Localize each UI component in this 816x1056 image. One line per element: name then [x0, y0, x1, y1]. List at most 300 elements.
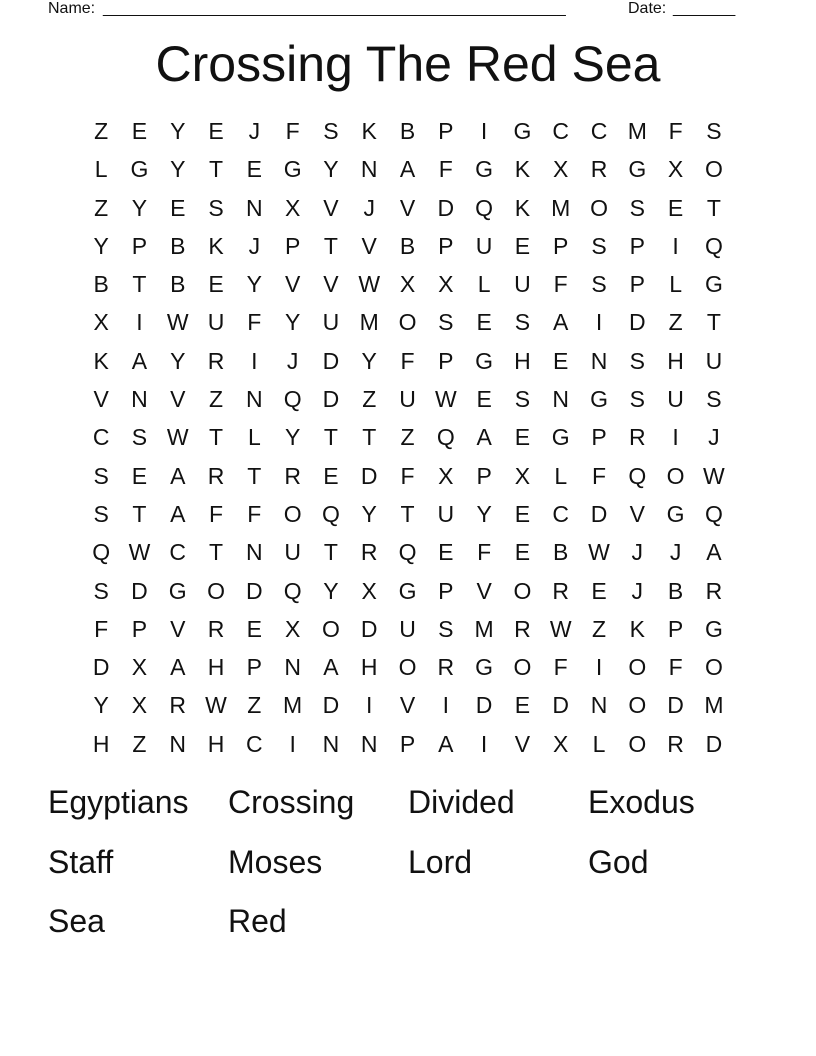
grid-cell[interactable]: D — [667, 692, 684, 719]
grid-cell[interactable]: S — [629, 347, 645, 374]
grid-cell[interactable]: O — [704, 156, 723, 183]
grid-cell[interactable]: E — [170, 194, 186, 221]
grid-cell[interactable]: Z — [362, 386, 377, 413]
grid-cell[interactable]: F — [477, 539, 492, 566]
grid-cell[interactable]: P — [131, 615, 148, 642]
grid-cell[interactable]: F — [668, 118, 683, 144]
grid-cell[interactable]: A — [323, 654, 339, 681]
grid-cell[interactable]: B — [93, 271, 109, 298]
grid-cell[interactable]: O — [628, 730, 647, 757]
grid-cell[interactable]: N — [169, 730, 187, 757]
grid-cell[interactable]: I — [595, 309, 603, 336]
grid-cell[interactable]: C — [552, 118, 570, 144]
grid-cell[interactable]: Y — [170, 347, 186, 374]
grid-cell[interactable]: I — [672, 424, 679, 451]
grid-cell[interactable]: O — [628, 654, 647, 681]
grid-cell[interactable]: N — [360, 156, 378, 183]
grid-cell[interactable]: K — [629, 615, 645, 642]
grid-cell[interactable]: U — [705, 347, 723, 374]
grid-cell[interactable]: U — [399, 615, 416, 642]
grid-cell[interactable]: A — [131, 347, 148, 374]
grid-cell[interactable]: D — [628, 309, 646, 336]
grid-cell[interactable]: O — [398, 654, 417, 681]
grid-cell[interactable]: R — [590, 156, 608, 183]
grid-cell[interactable]: Y — [170, 156, 186, 183]
grid-cell[interactable]: Z — [94, 194, 109, 221]
grid-cell[interactable]: F — [285, 118, 300, 144]
grid-cell[interactable]: Q — [398, 539, 417, 566]
grid-cell[interactable]: T — [132, 271, 147, 298]
grid-cell[interactable]: G — [704, 271, 723, 298]
grid-cell[interactable]: R — [284, 462, 301, 489]
grid-cell[interactable]: J — [363, 194, 375, 221]
grid-cell[interactable]: V — [476, 577, 492, 604]
grid-cell[interactable]: T — [706, 194, 721, 221]
grid-cell[interactable]: F — [553, 271, 568, 298]
grid-cell[interactable]: X — [284, 194, 301, 221]
grid-cell[interactable]: L — [477, 271, 491, 298]
grid-cell[interactable]: D — [705, 730, 723, 757]
grid-cell[interactable]: E — [246, 615, 262, 642]
grid-cell[interactable]: R — [552, 577, 570, 604]
grid-cell[interactable]: Y — [246, 271, 262, 298]
grid-cell[interactable]: Y — [361, 500, 377, 527]
grid-cell[interactable]: P — [438, 347, 454, 374]
grid-cell[interactable]: H — [514, 347, 531, 374]
grid-cell[interactable]: U — [399, 386, 416, 413]
grid-cell[interactable]: P — [553, 232, 569, 259]
grid-cell[interactable]: G — [398, 577, 417, 604]
grid-cell[interactable]: O — [513, 654, 532, 681]
word-list-item: Exodus — [588, 784, 695, 820]
grid-cell[interactable]: B — [170, 232, 186, 259]
grid-cell[interactable]: Q — [436, 424, 455, 451]
grid-cell[interactable]: W — [128, 539, 151, 566]
grid-cell[interactable]: X — [131, 692, 148, 719]
grid-cell[interactable]: W — [549, 615, 572, 642]
grid-cell[interactable]: X — [438, 462, 454, 489]
grid-cell[interactable]: X — [131, 654, 148, 681]
grid-cell[interactable]: O — [321, 615, 340, 642]
grid-cell[interactable]: D — [322, 347, 340, 374]
grid-cell[interactable]: F — [247, 309, 262, 336]
grid-cell[interactable]: S — [514, 386, 531, 413]
grid-cell[interactable]: K — [361, 118, 377, 144]
grid-cell[interactable]: W — [434, 386, 457, 413]
grid-cell[interactable]: H — [667, 347, 684, 374]
grid-cell[interactable]: P — [629, 232, 645, 259]
word-list-item: Lord — [408, 843, 473, 880]
grid-cell[interactable]: Z — [209, 386, 224, 413]
grid-cell[interactable]: X — [284, 615, 301, 642]
word-list — [48, 772, 768, 951]
grid-cell[interactable]: G — [666, 500, 685, 527]
grid-cell[interactable]: N — [131, 386, 148, 413]
grid-cell[interactable]: B — [399, 118, 416, 144]
grid-cell[interactable]: J — [248, 118, 261, 144]
page-title: Crossing The Red Sea — [155, 36, 661, 92]
grid-cell[interactable]: H — [360, 654, 378, 681]
date-blank-line[interactable]: _______ — [673, 0, 736, 17]
word-list-item: Staff — [48, 843, 114, 880]
grid-cell[interactable]: X — [399, 271, 416, 298]
grid-cell[interactable]: S — [93, 500, 109, 527]
grid-cell[interactable]: E — [208, 118, 224, 144]
grid-cell[interactable]: P — [438, 577, 454, 604]
grid-cell[interactable]: X — [361, 577, 377, 604]
grid-cell[interactable]: C — [92, 424, 110, 451]
grid-cell[interactable]: G — [168, 577, 187, 604]
grid-cell[interactable]: D — [475, 692, 493, 719]
grid-cell[interactable]: S — [706, 386, 722, 413]
grid-cell[interactable]: G — [130, 156, 149, 183]
grid-cell[interactable]: D — [437, 194, 455, 221]
grid-cell[interactable]: W — [588, 539, 610, 566]
grid-cell[interactable]: K — [514, 194, 531, 221]
grid-cell[interactable]: I — [480, 118, 488, 144]
grid-cell[interactable]: V — [93, 386, 109, 413]
grid-cell[interactable]: S — [93, 577, 109, 604]
grid-cell[interactable]: K — [208, 232, 224, 259]
grid-cell[interactable]: J — [631, 577, 644, 604]
grid-cell[interactable]: D — [92, 654, 110, 681]
grid-cell[interactable]: S — [514, 309, 531, 336]
grid-cell[interactable]: I — [136, 309, 143, 336]
grid-cell[interactable]: L — [669, 271, 682, 298]
grid-cell[interactable]: S — [438, 615, 454, 642]
grid-cell[interactable]: B — [553, 539, 569, 566]
grid-cell[interactable]: P — [246, 654, 262, 681]
grid-cell[interactable]: X — [667, 156, 684, 183]
grid-cell[interactable]: Q — [283, 386, 302, 413]
grid-cell[interactable]: H — [207, 654, 225, 681]
grid-cell[interactable]: R — [207, 615, 225, 642]
grid-cell[interactable]: S — [438, 309, 454, 336]
grid-cell[interactable]: A — [170, 654, 186, 681]
grid-cell[interactable]: R — [360, 539, 378, 566]
grid-cell[interactable]: V — [399, 194, 416, 221]
grid-cell[interactable]: D — [552, 692, 570, 719]
grid-cell[interactable]: I — [442, 692, 450, 719]
grid-cell[interactable]: O — [283, 500, 302, 527]
grid-cell[interactable]: X — [553, 730, 569, 757]
grid-cell[interactable]: Z — [247, 692, 262, 719]
grid-cell[interactable]: Z — [400, 424, 415, 451]
grid-cell[interactable]: N — [590, 347, 608, 374]
grid-cell[interactable]: D — [322, 386, 340, 413]
grid-cell[interactable]: S — [629, 194, 645, 221]
grid-cell[interactable]: T — [323, 424, 338, 451]
grid-cell[interactable]: Q — [92, 539, 111, 566]
grid-cell[interactable]: V — [323, 194, 339, 221]
grid-cell[interactable]: F — [591, 462, 607, 489]
grid-cell[interactable]: C — [246, 730, 263, 757]
grid-cell[interactable]: E — [131, 118, 148, 144]
grid-cell[interactable]: Z — [668, 309, 683, 336]
word-list-item: Egyptians — [48, 784, 189, 820]
grid-cell[interactable]: C — [552, 500, 570, 527]
grid-cell[interactable]: N — [246, 539, 263, 566]
grid-cell[interactable]: V — [361, 232, 377, 259]
grid-cell[interactable]: P — [476, 462, 492, 489]
grid-cell[interactable]: T — [209, 156, 224, 183]
grid-cell[interactable]: G — [628, 156, 647, 183]
grid-cell[interactable]: Y — [131, 194, 148, 221]
grid-cell[interactable]: Y — [284, 309, 301, 336]
grid-cell[interactable]: Y — [284, 424, 301, 451]
grid-cell[interactable]: Q — [628, 462, 647, 489]
grid-cell[interactable]: G — [513, 118, 532, 144]
grid-cell[interactable]: N — [552, 386, 570, 413]
grid-cell[interactable]: G — [283, 156, 302, 183]
grid-cell[interactable]: J — [286, 347, 299, 374]
grid-cell[interactable]: D — [590, 500, 608, 527]
grid-cell[interactable]: I — [366, 692, 373, 719]
grid-cell[interactable]: M — [627, 118, 647, 144]
grid-cell[interactable]: Z — [132, 730, 147, 757]
grid-cell[interactable]: P — [667, 615, 684, 642]
grid-cell[interactable]: V — [629, 500, 645, 527]
grid-cell[interactable]: W — [358, 271, 381, 298]
grid-cell[interactable]: R — [207, 462, 225, 489]
grid-cell[interactable]: R — [628, 424, 646, 451]
grid-cell[interactable]: F — [668, 654, 683, 681]
grid-cell[interactable]: R — [169, 692, 187, 719]
grid-cell[interactable]: A — [706, 539, 722, 566]
grid-cell[interactable]: O — [207, 577, 225, 604]
grid-cell[interactable]: A — [438, 730, 454, 757]
grid-cell[interactable]: E — [591, 577, 607, 604]
grid-cell[interactable]: Y — [476, 500, 492, 527]
grid-cell[interactable]: M — [704, 692, 724, 719]
grid-cell[interactable]: E — [208, 271, 224, 298]
grid-cell[interactable]: V — [284, 271, 301, 298]
grid-cell[interactable]: U — [437, 500, 455, 527]
grid-cell[interactable]: T — [209, 424, 224, 451]
grid-cell[interactable]: E — [438, 539, 454, 566]
grid-cell[interactable]: F — [209, 500, 224, 527]
grid-cell[interactable]: O — [398, 309, 417, 336]
grid-cell[interactable]: A — [553, 309, 569, 336]
grid-cell[interactable]: O — [513, 577, 532, 604]
grid-cell[interactable]: O — [704, 654, 723, 681]
grid-cell[interactable]: W — [166, 309, 189, 336]
grid-cell[interactable]: V — [323, 271, 339, 298]
grid-cell[interactable]: E — [476, 386, 492, 413]
grid-cell[interactable]: E — [246, 156, 262, 183]
grid-cell[interactable]: L — [94, 156, 108, 183]
grid-cell[interactable]: R — [667, 730, 684, 757]
grid-cell[interactable]: U — [284, 539, 301, 566]
grid-cell[interactable]: I — [672, 232, 679, 259]
grid-cell[interactable]: F — [94, 615, 109, 642]
grid-cell[interactable]: T — [362, 424, 377, 451]
grid-cell[interactable]: P — [629, 271, 645, 298]
grid-cell[interactable]: R — [437, 654, 455, 681]
grid-cell[interactable]: U — [322, 309, 340, 336]
grid-cell[interactable]: Y — [323, 577, 339, 604]
grid-cell[interactable]: O — [590, 194, 608, 221]
grid-cell[interactable]: M — [551, 194, 571, 221]
grid-cell[interactable]: I — [251, 347, 258, 374]
grid-cell[interactable]: U — [475, 232, 493, 259]
grid-cell[interactable]: A — [170, 500, 186, 527]
grid-cell[interactable]: T — [323, 232, 338, 259]
grid-cell[interactable]: N — [590, 692, 608, 719]
grid-cell[interactable]: Y — [93, 232, 109, 259]
grid-cell[interactable]: I — [289, 730, 296, 757]
grid-cell[interactable]: F — [400, 462, 415, 489]
grid-cell[interactable]: F — [553, 654, 568, 681]
grid-cell[interactable]: G — [475, 654, 494, 681]
grid-cell[interactable]: B — [667, 577, 684, 604]
grid-cell[interactable]: S — [591, 232, 607, 259]
grid-cell[interactable]: K — [514, 156, 531, 183]
grid-cell[interactable]: J — [248, 232, 261, 259]
word-list-item: God — [588, 843, 649, 880]
grid-cell[interactable]: U — [514, 271, 531, 298]
grid-cell[interactable]: E — [514, 232, 531, 259]
grid-cell[interactable]: S — [131, 424, 148, 451]
grid-cell[interactable]: J — [669, 539, 682, 566]
grid-cell[interactable]: I — [595, 654, 603, 681]
grid-cell[interactable]: G — [551, 424, 570, 451]
grid-cell[interactable]: N — [284, 654, 301, 681]
grid-cell[interactable]: E — [514, 500, 531, 527]
grid-cell[interactable]: E — [514, 424, 531, 451]
grid-cell[interactable]: G — [704, 615, 723, 642]
grid-cell[interactable]: D — [360, 615, 378, 642]
grid-cell[interactable]: K — [93, 347, 109, 374]
grid-cell[interactable]: L — [554, 462, 568, 489]
grid-cell[interactable]: C — [590, 118, 608, 144]
grid-cell[interactable]: S — [208, 194, 224, 221]
grid-cell[interactable]: P — [438, 232, 454, 259]
grid-cell[interactable]: C — [169, 539, 187, 566]
grid-cell[interactable]: B — [399, 232, 416, 259]
grid-cell[interactable]: A — [476, 424, 492, 451]
grid-cell[interactable]: E — [553, 347, 569, 374]
grid-cell[interactable]: G — [590, 386, 608, 413]
grid-cell[interactable]: W — [166, 424, 189, 451]
grid-cell[interactable]: J — [631, 539, 644, 566]
grid-cell[interactable]: E — [667, 194, 684, 221]
grid-cell[interactable]: N — [246, 194, 263, 221]
grid-cell[interactable]: Y — [323, 156, 339, 183]
grid-cell[interactable]: P — [131, 232, 148, 259]
grid-cell[interactable]: T — [706, 309, 721, 336]
grid-cell[interactable]: F — [400, 347, 415, 374]
grid-cell[interactable]: D — [322, 692, 340, 719]
grid-cell[interactable]: U — [207, 309, 225, 336]
grid-cell[interactable]: T — [247, 462, 262, 489]
grid-cell[interactable]: T — [323, 539, 338, 566]
word-list-item: Red — [228, 903, 287, 939]
grid-cell[interactable]: P — [591, 424, 607, 451]
word-list-item: Divided — [408, 784, 515, 820]
grid-cell[interactable]: S — [591, 271, 607, 298]
grid-cell[interactable]: V — [399, 692, 416, 719]
grid-cell[interactable]: T — [209, 539, 224, 566]
grid-cell[interactable]: S — [629, 386, 645, 413]
grid-cell[interactable]: Y — [361, 347, 377, 374]
grid-cell[interactable]: J — [708, 424, 720, 451]
grid-cell[interactable]: Q — [321, 500, 340, 527]
grid-cell[interactable]: S — [323, 118, 339, 144]
grid-cell[interactable]: E — [514, 692, 531, 719]
grid-cell[interactable]: P — [284, 232, 301, 259]
name-blank-line[interactable]: ____________________________________________________ — [103, 0, 566, 17]
grid-cell[interactable]: N — [246, 386, 263, 413]
grid-cell[interactable]: I — [480, 730, 488, 757]
grid-cell[interactable]: H — [207, 730, 225, 757]
grid-cell[interactable]: Q — [704, 232, 723, 259]
grid-cell[interactable]: Q — [283, 577, 302, 604]
grid-cell[interactable]: D — [246, 577, 263, 604]
grid-cell[interactable]: U — [667, 386, 684, 413]
grid-cell[interactable]: O — [628, 692, 647, 719]
grid-cell[interactable]: X — [93, 309, 109, 336]
grid-cell[interactable]: Y — [170, 118, 186, 144]
grid-cell[interactable]: E — [131, 462, 148, 489]
grid-cell[interactable]: A — [170, 462, 186, 489]
grid-cell[interactable]: R — [514, 615, 531, 642]
grid-cell[interactable]: M — [474, 615, 494, 642]
grid-cell[interactable]: W — [703, 462, 725, 489]
grid-cell[interactable]: X — [514, 462, 531, 489]
grid-cell[interactable]: P — [438, 118, 454, 144]
grid-cell[interactable]: Z — [94, 118, 109, 144]
grid-cell[interactable]: Y — [93, 692, 109, 719]
grid-cell[interactable]: S — [93, 462, 109, 489]
grid-cell[interactable]: T — [132, 500, 147, 527]
grid-cell[interactable]: X — [438, 271, 454, 298]
grid-cell[interactable]: O — [666, 462, 685, 489]
grid-cell[interactable]: P — [399, 730, 416, 757]
grid-cell[interactable]: Z — [591, 615, 607, 642]
grid-cell[interactable]: G — [475, 156, 494, 183]
grid-cell[interactable]: V — [170, 615, 186, 642]
grid-cell[interactable]: M — [283, 692, 303, 719]
grid-cell[interactable]: R — [705, 577, 723, 604]
grid-cell[interactable]: M — [359, 309, 379, 336]
grid-cell[interactable]: B — [170, 271, 186, 298]
grid-cell[interactable]: H — [92, 730, 110, 757]
grid-cell[interactable]: Q — [704, 500, 723, 527]
grid-cell[interactable]: E — [476, 309, 492, 336]
grid-cell[interactable]: L — [247, 424, 261, 451]
grid-cell[interactable]: V — [170, 386, 186, 413]
grid-cell[interactable]: D — [360, 462, 378, 489]
grid-cell[interactable]: X — [553, 156, 569, 183]
grid-cell[interactable]: N — [322, 730, 340, 757]
grid-cell[interactable]: F — [438, 156, 453, 183]
grid-cell[interactable]: G — [475, 347, 494, 374]
grid-cell[interactable]: R — [207, 347, 225, 374]
grid-cell[interactable]: N — [360, 730, 378, 757]
grid-cell[interactable]: E — [323, 462, 339, 489]
grid-cell[interactable]: F — [247, 500, 262, 527]
grid-cell[interactable]: W — [205, 692, 227, 719]
grid-cell[interactable]: A — [399, 156, 416, 183]
grid-cell[interactable]: T — [400, 500, 415, 527]
grid-cell[interactable]: V — [514, 730, 531, 757]
grid-cell[interactable]: S — [706, 118, 722, 144]
grid-cell[interactable]: D — [131, 577, 148, 604]
grid-cell[interactable]: L — [592, 730, 606, 757]
grid-cell[interactable]: E — [514, 539, 531, 566]
grid-cell[interactable]: Q — [475, 194, 494, 221]
